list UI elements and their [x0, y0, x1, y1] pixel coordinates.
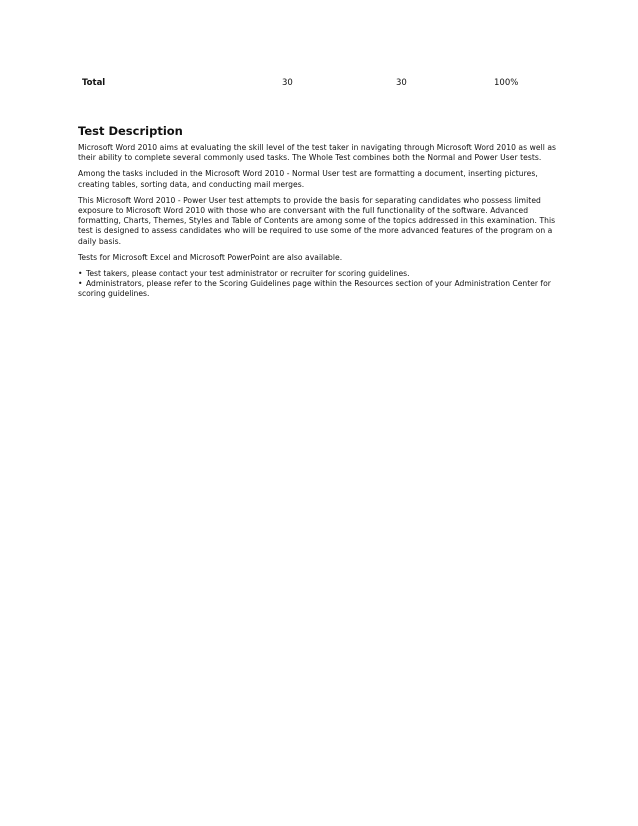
bullet-icon: • [78, 269, 83, 279]
total-percent-value: 100% [494, 78, 519, 88]
description-paragraph-1: Microsoft Word 2010 aims at evaluating the skill level of the test taker in navigating through Microsoft Word 2010 as well as their ability to complete several commonly used tasks. The Whole Test combines both the Normal and Power User tests. [78, 143, 557, 163]
bullet-icon: • [78, 279, 83, 289]
description-paragraph-4: Tests for Microsoft Excel and Microsoft PowerPoint are also available. [78, 252, 343, 262]
list-item [78, 279, 562, 299]
list-item [78, 269, 562, 279]
description-paragraph-3: This Microsoft Word 2010 - Power User test attempts to provide the basis for separating candidates who possess limited exposure to Microsoft Word 2010 with those who are conversant with the full functionality of the software. Advanced formatting, Charts, Themes, Styles and Table of Contents are among some of the topics addressed in this examination. This test is designed to assess candidates who will be required to use some of the more advanced features of the program on a daily basis. [78, 195, 556, 246]
total-label: Total [82, 78, 106, 88]
total-questions-value: 30 [282, 78, 293, 88]
section-title: Test Description [78, 124, 183, 138]
description-paragraph-2: Among the tasks included in the Microsoft Word 2010 - Normal User test are formatting a document, inserting pictures, creating tables, sorting data, and conducting mail merges. [78, 169, 538, 189]
guidelines-list [78, 269, 562, 300]
total-score-value: 30 [396, 78, 407, 88]
total-row [80, 78, 560, 92]
bullet-text: Administrators, please refer to the Scoring Guidelines page within the Resources section of your Administration Center for scoring guidelines. [78, 279, 551, 299]
bullet-text: Test takers, please contact your test administrator or recruiter for scoring guidelines. [86, 269, 410, 279]
test-description-section [78, 124, 562, 300]
